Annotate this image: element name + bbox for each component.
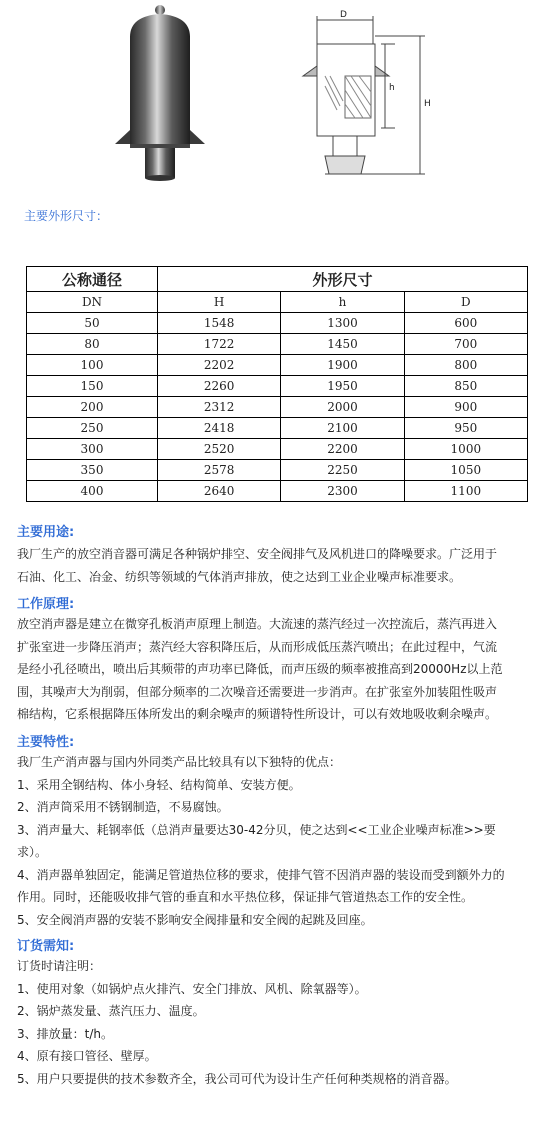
text-line: 是经小孔径喷出，喷出后其频带的声功率已降低，而声压级的频率被推高到20000Hz以上范 [17,662,503,676]
text-line: 作用。同时，还能吸收排气管的垂直和水平热位移，保证排气管道热态工作的安全性。 [17,890,474,904]
cell: 1300 [281,313,404,334]
table-row [27,418,528,439]
text-line: 2、消声筒采用不锈钢制造，不易腐蚀。 [17,800,229,814]
cell: 2418 [158,418,281,439]
subheader-D: D [404,292,527,313]
cell: 2200 [281,439,404,460]
svg-text:h: h [389,83,395,93]
table-row [27,481,528,502]
subheader-H: H [158,292,281,313]
text-line: 放空消声器是建立在微穿孔板消声原理上制造。大流速的蒸汽经过一次控流后，蒸汽再进入 [17,617,498,631]
dimensions-heading: 主要外形尺寸： [24,209,109,223]
features-text [17,751,532,931]
cell: 2300 [281,481,404,502]
cell: 900 [404,397,527,418]
cell: 1100 [404,481,527,502]
cell: 1050 [404,460,527,481]
text-line: 5、用户只要提供的技术参数齐全，我公司可代为设计生产任何种类规格的消音器。 [17,1071,457,1086]
table-row [27,355,528,376]
text-line: 我厂生产的放空消音器可满足各种锅炉排空、安全阀排气及风机进口的降噪要求。广泛用于 [17,547,498,561]
text-line: 订货时请注明： [17,959,102,973]
text-line: 3、排放量：t/h。 [17,1026,113,1041]
cell: 2578 [158,460,281,481]
cell: 1900 [281,355,404,376]
text-line: 棉结构，它系根据降压体所发出的剩余噪声的频谱特性所设计，可以有效地吸收剩余噪声。 [17,707,498,721]
subheader-h: h [281,292,404,313]
text-line: 4、原有接口管径、壁厚。 [17,1049,157,1063]
svg-text:H: H [424,99,431,109]
header-outline-size: 外形尺寸 [158,267,528,292]
cell: 800 [404,355,527,376]
silencer-photo [105,2,225,192]
usage-heading: 主要用途: [17,525,75,540]
cell: 2000 [281,397,404,418]
text-line: 围，其噪声大为削弱，但部分频率的二次噪音还需要进一步消声。在扩张室外加装阻性吸声 [17,684,498,699]
text-line: 求）。 [17,845,48,859]
principle-heading: 工作原理: [17,597,75,612]
svg-text:D: D [340,10,347,20]
text-line: 1、使用对象（如锅炉点火排汽、安全门排放、风机、除氧器等）。 [17,981,367,996]
dimension-drawing [285,6,445,186]
text-line: 1、采用全钢结构、体小身轻、结构简单、安装方便。 [17,777,301,792]
cell: 50 [27,313,158,334]
table-row [27,439,528,460]
text-line: 4、消声器单独固定，能满足管道热位移的要求，使排气管不因消声器的装设而受到额外力的 [17,867,505,882]
dimensions-table [26,266,528,502]
features-heading: 主要特性: [17,735,75,750]
header-nominal-diameter: 公称通径 [27,267,158,292]
cell: 1000 [404,439,527,460]
table-row [27,397,528,418]
text-line: 5、安全阀消声器的安装不影响安全阀排量和安全阀的起跳及回座。 [17,912,373,927]
cell: 300 [27,439,158,460]
cell: 2260 [158,376,281,397]
text-line: 2、锅炉蒸发量、蒸汽压力、温度。 [17,1004,205,1018]
cell: 950 [404,418,527,439]
cell: 1450 [281,334,404,355]
cell: 80 [27,334,158,355]
ordering-text [17,955,532,1090]
text-line: 我厂生产消声器与国内外同类产品比较具有以下独特的优点： [17,755,342,769]
cell: 2520 [158,439,281,460]
cell: 2640 [158,481,281,502]
cell: 1950 [281,376,404,397]
text-line: 3、消声量大、耗钢率低（总消声量要达30-42分贝，使之达到<<工业企业噪声标准>>要 [17,822,496,837]
cell: 700 [404,334,527,355]
table-row [27,313,528,334]
cell: 1722 [158,334,281,355]
cell: 350 [27,460,158,481]
text-line: 石油、化工、冶金、纺织等领域的气体消声排放，使之达到工业企业噪声标准要求。 [17,569,462,584]
cell: 2202 [158,355,281,376]
cell: 150 [27,376,158,397]
subheader-dn: DN [27,292,158,313]
table-row [27,460,528,481]
cell: 2312 [158,397,281,418]
ordering-heading: 订货需知: [17,939,75,954]
table-row [27,334,528,355]
cell: 100 [27,355,158,376]
cell: 850 [404,376,527,397]
cell: 1548 [158,313,281,334]
cell: 2250 [281,460,404,481]
text-line: 扩张室进一步降压消声；蒸汽经大容积降压后，从而形成低压蒸汽喷出；在此过程中，气流 [17,639,498,654]
cell: 200 [27,397,158,418]
cell: 250 [27,418,158,439]
table-row [27,376,528,397]
cell: 400 [27,481,158,502]
principle-text [17,613,532,726]
cell: 600 [404,313,527,334]
cell: 2100 [281,418,404,439]
usage-text [17,543,532,588]
